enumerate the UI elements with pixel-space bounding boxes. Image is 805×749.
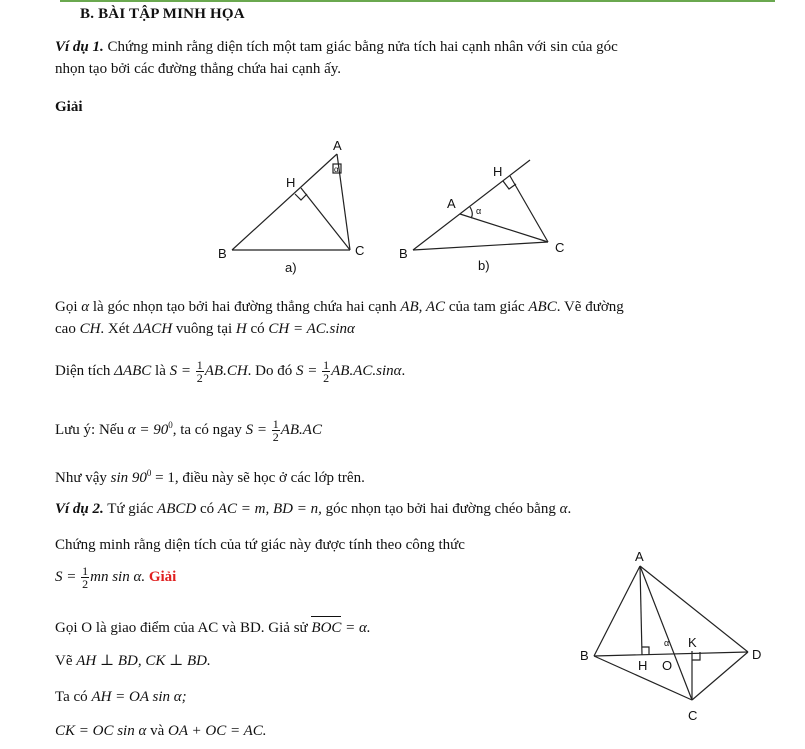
- solution1-line2: cao CH. Xét ΔACH vuông tại H có CH = AC.sinα: [55, 321, 355, 337]
- fraction-half: $\frac{1}{2}$: [323, 358, 330, 386]
- fraction-half: $\frac{1}{2}$: [272, 417, 279, 445]
- fig1a-label-C: C: [355, 243, 365, 258]
- solution2-line1: Gọi O là giao điểm của AC và BD. Giả sử BOC = α.: [55, 616, 371, 639]
- fig2-diagonal-bd: [594, 652, 748, 656]
- fig1a-label-alpha: α: [334, 165, 339, 174]
- example2-label: Ví dụ 2.: [55, 501, 104, 517]
- fig2-label-B: B: [580, 648, 589, 663]
- solution1-area-line: Diện tích ΔABC là S = $\frac{1}{2}$ AB.CH. Do đó S = $\frac{1}{2}$ AB.AC.sinα.: [55, 358, 406, 386]
- solution2-line3: Ta có AH = OA sin α;: [55, 689, 187, 705]
- fig1b-label-A: A: [447, 196, 456, 211]
- solution2-line4: CK = OC sin α và OA + OC = AC.: [55, 723, 267, 739]
- fig1a-line-ba: [232, 154, 337, 250]
- example1-solution-label: Giải: [55, 99, 83, 115]
- fig2-label-O: O: [662, 658, 673, 673]
- fig2-line-ab: [594, 566, 640, 656]
- fig2-label-C: C: [688, 708, 698, 723]
- fig1a-label-A: A: [333, 138, 342, 153]
- fig1a-right-angle: [295, 194, 307, 200]
- example2-formula: S = $\frac{1}{2}$ mn sin α. Giải: [55, 564, 177, 592]
- section-heading: B. BÀI TẬP MINH HỌA: [80, 6, 245, 22]
- arc-boc: BOC: [311, 616, 341, 639]
- fig1a-caption: a): [285, 260, 297, 275]
- fig1b-label-alpha: α: [476, 206, 482, 216]
- solution2-line2: Vẽ AH ⊥ BD, CK ⊥ BD.: [55, 653, 211, 669]
- example1-line1: Ví dụ 1. Chứng minh rằng diện tích một tam giác bằng nửa tích hai cạnh nhân với sin của góc: [55, 39, 618, 55]
- example2-line1: Ví dụ 2. Tứ giác ABCD có AC = m, BD = n, góc nhọn tạo bởi hai đường chéo bằng α.: [55, 501, 572, 517]
- fig2-label-D: D: [752, 647, 762, 662]
- fig2-label-A: A: [635, 549, 644, 564]
- fig1a-label-B: B: [218, 246, 227, 261]
- fig1b-label-B: B: [399, 246, 408, 261]
- solution1-line1: Gọi α là góc nhọn tạo bởi hai đường thẳng chứa hai cạnh AB, AC của tam giác ABC. Vẽ đường: [55, 299, 624, 315]
- fig1b-label-C: C: [555, 240, 565, 255]
- fraction-half: $\frac{1}{2}$: [82, 564, 89, 592]
- fig2-label-H: H: [638, 658, 648, 673]
- example1-label: Ví dụ 1.: [55, 39, 104, 55]
- fig2-label-K: K: [688, 635, 697, 650]
- fig1b-line-bc: [413, 242, 548, 250]
- fig1b-caption: b): [478, 258, 490, 273]
- solution1-conclusion: Như vậy $\sin 90^0 = 1$, điều này sẽ học ở các lớp trên.: [55, 468, 365, 486]
- example2-solution-label: Giải: [148, 569, 177, 585]
- fig2-right-angle-h: [642, 647, 649, 655]
- fig1a-label-H: H: [286, 175, 296, 190]
- solution1-note-line: Lưu ý: Nếu $\alpha = 90^0$, ta có ngay S = $\frac{1}{2}$ AB.AC: [55, 417, 322, 445]
- fig2-label-alpha: α: [664, 638, 670, 648]
- example2-line2: Chứng minh rằng diện tích của tứ giác này được tính theo công thức: [55, 537, 465, 553]
- fig1b-line-bh: [413, 160, 530, 250]
- fraction-half: $\frac{1}{2}$: [196, 358, 203, 386]
- fig2-altitude-ah: [640, 566, 642, 655]
- example1-line2: nhọn tạo bởi các đường thẳng chứa hai cạnh ấy.: [55, 61, 342, 77]
- fig1b-label-H: H: [493, 164, 503, 179]
- fig1b-alpha-arc: [470, 207, 472, 218]
